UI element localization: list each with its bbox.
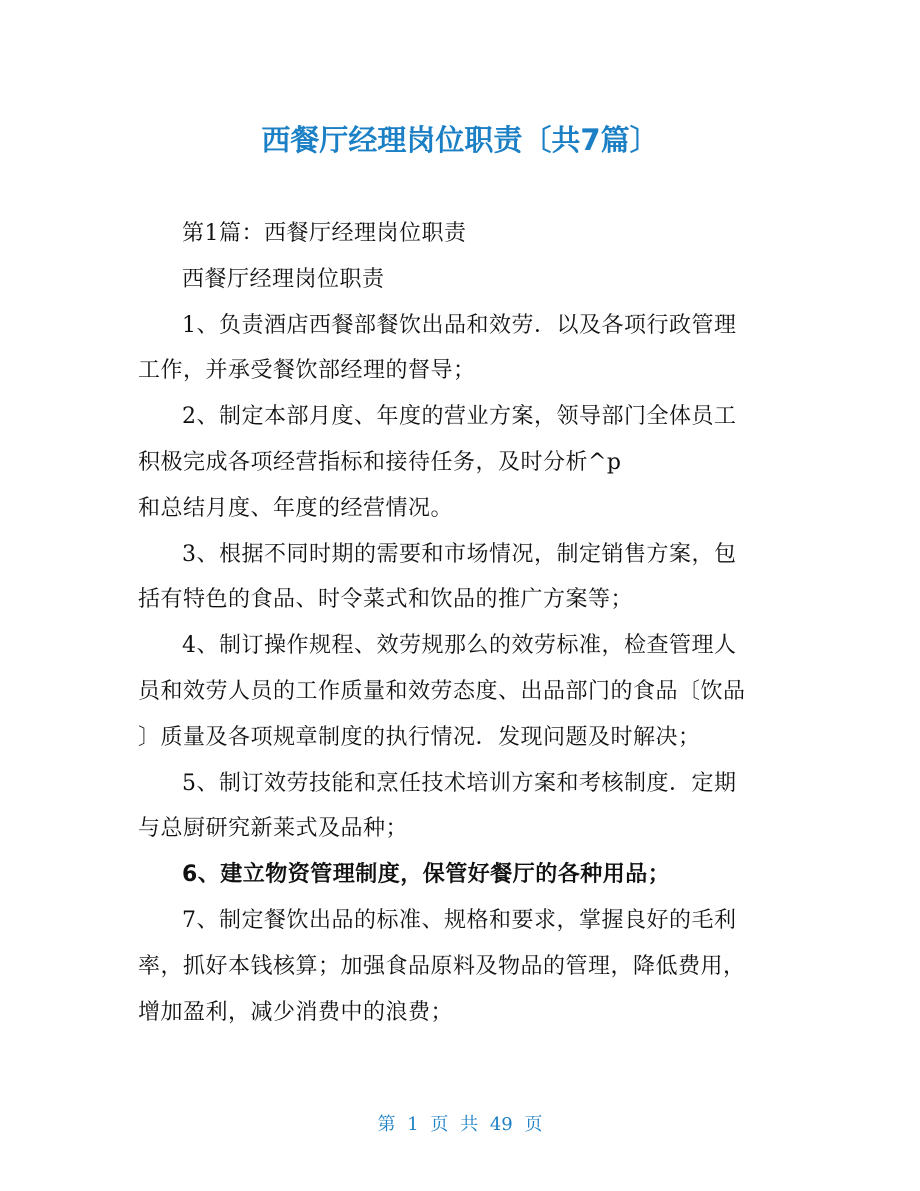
body-line: 括有特色的食品、时令菜式和饮品的推广方案等； [138, 587, 634, 613]
body-line: 和总结月度、年度的经营情况。 [138, 495, 454, 521]
document-title: 西餐厅经理岗位职责〔共7篇〕 [261, 123, 659, 157]
body-line: 工作，并承受餐饮部经理的督导； [138, 358, 476, 384]
body-line: 2、制定本部月度、年度的营业方案，领导部门全体员工 [182, 404, 737, 430]
body-line: 员和效劳人员的工作质量和效劳态度、出品部门的食品〔饮品 [138, 678, 746, 704]
page-number-footer: 第 1 页 共 49 页 [377, 1114, 543, 1135]
body-line: 1、负责酒店西餐部餐饮出品和效劳．以及各项行政管理 [182, 312, 737, 338]
body-line: 4、制订操作规程、效劳规那么的效劳标准，检查管理人 [182, 633, 737, 659]
document-body [138, 211, 788, 1035]
body-line: 7、制定餐饮出品的标准、规格和要求，掌握良好的毛利 [182, 907, 737, 933]
body-line: 积极完成各项经营指标和接待任务，及时分析^p [138, 449, 622, 475]
body-line: 5、制订效劳技能和烹任技术培训方案和考核制度．定期 [182, 770, 737, 796]
body-line: 西餐厅经理岗位职责 [182, 266, 385, 292]
body-line: 3、根据不同时期的需要和市场情况，制定销售方案，包 [182, 541, 737, 567]
body-line: 与总厨研究新莱式及品种； [138, 816, 409, 842]
body-line: 增加盈利，减少消费中的浪费； [138, 999, 454, 1025]
body-line: 第1篇：西餐厅经理岗位职责 [182, 221, 467, 246]
body-line: 6、建立物资管理制度，保管好餐厅的各种用品； [182, 862, 671, 888]
body-line: 率，抓好本钱核算；加强食品原料及物品的管理，降低费用， [138, 953, 746, 979]
body-line: 〕质量及各项规章制度的执行情况．发现问题及时解决； [138, 724, 701, 750]
